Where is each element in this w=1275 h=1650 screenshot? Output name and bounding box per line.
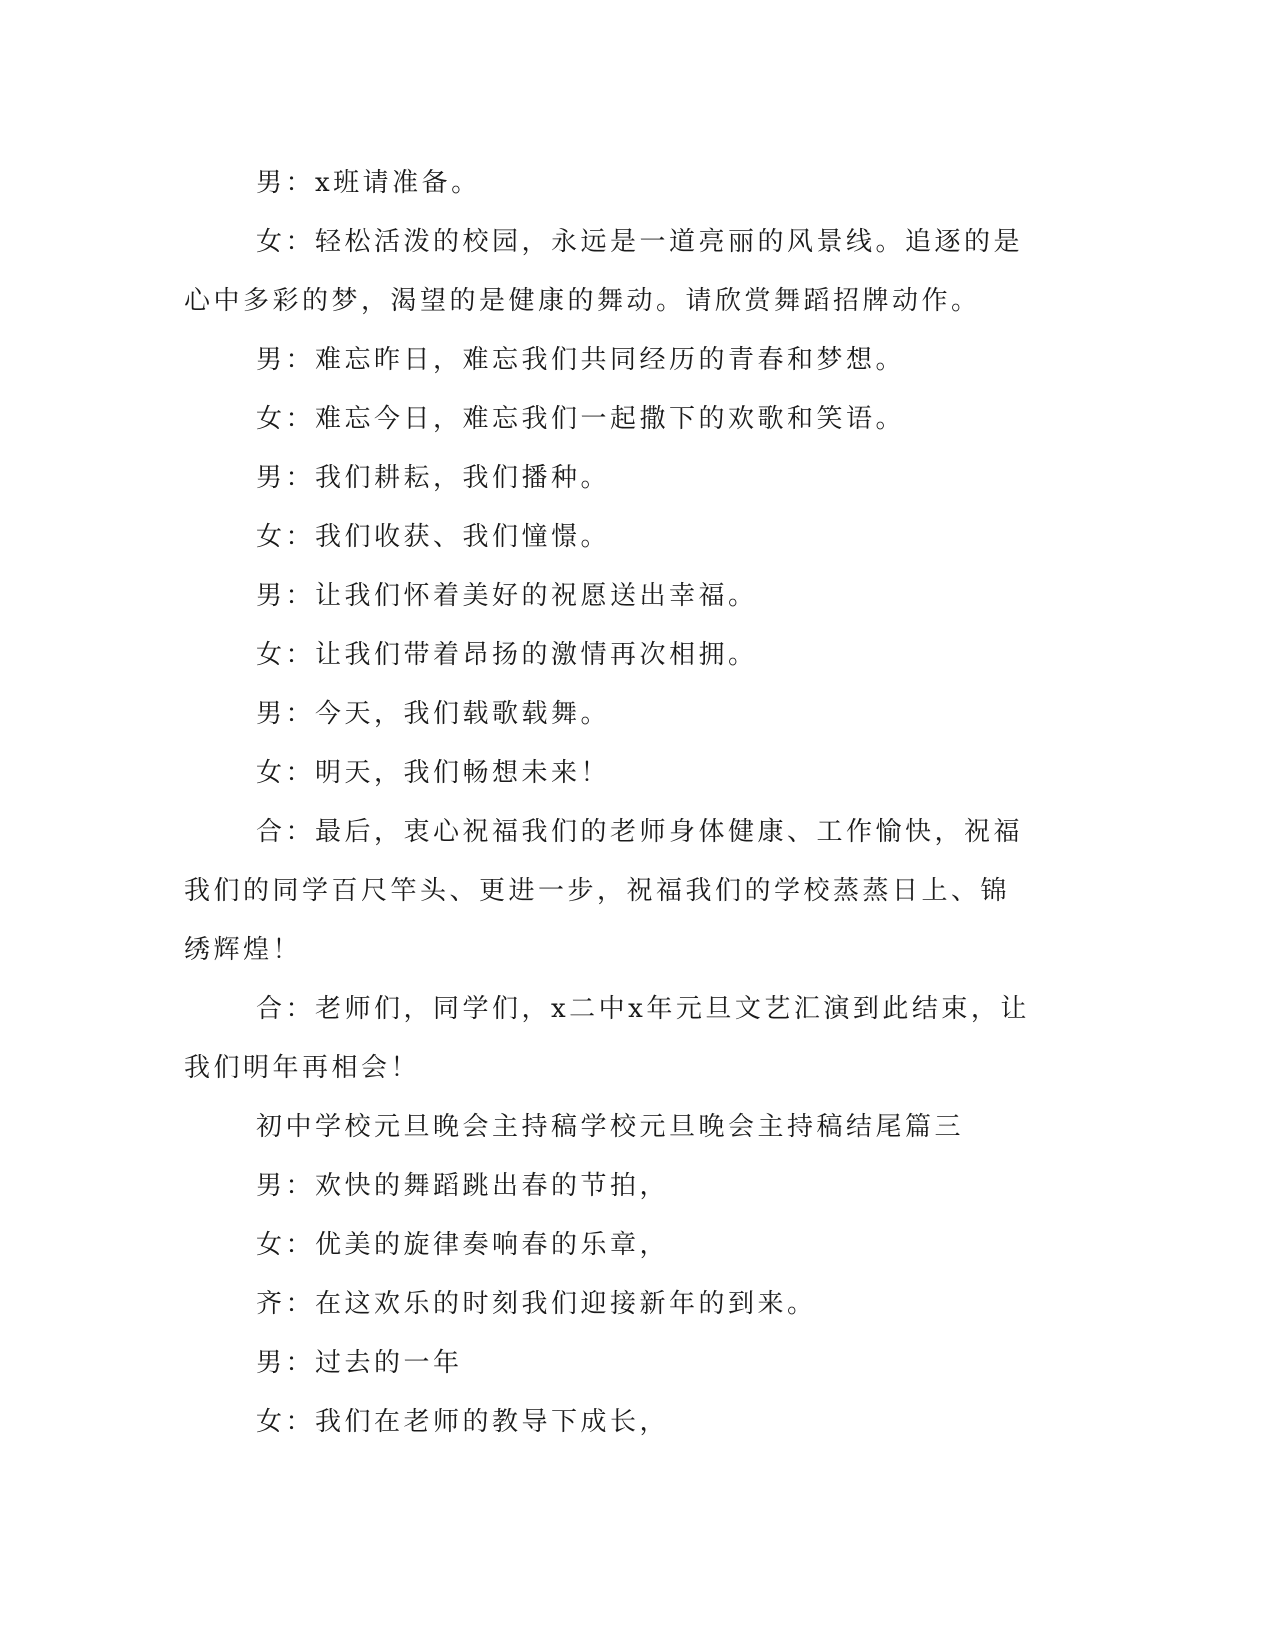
paragraph: 女：优美的旋律奏响春的乐章， bbox=[256, 1230, 670, 1260]
paragraph: 男：今天，我们载歌载舞。 bbox=[256, 699, 611, 729]
document-body bbox=[184, 154, 1034, 1452]
paragraph: 女：轻松活泼的校园，永远是一道亮丽的风景线。追逐的是心中多彩的梦，渴望的是健康的舞动。请欣赏舞蹈招牌动作。 bbox=[184, 227, 1024, 316]
paragraph: 合：最后，衷心祝福我们的老师身体健康、工作愉快，祝福我们的同学百尺竿头、更进一步，祝福我们的学校蒸蒸日上、锦绣辉煌！ bbox=[184, 817, 1024, 965]
paragraph: 男：x班请准备。 bbox=[256, 168, 481, 198]
paragraph: 齐：在这欢乐的时刻我们迎接新年的到来。 bbox=[256, 1289, 817, 1319]
paragraph: 男：我们耕耘，我们播种。 bbox=[256, 463, 611, 493]
paragraph: 女：让我们带着昂扬的激情再次相拥。 bbox=[256, 640, 758, 670]
paragraph: 女：明天，我们畅想未来！ bbox=[256, 758, 611, 788]
section-heading: 初中学校元旦晚会主持稿学校元旦晚会主持稿结尾篇三 bbox=[256, 1112, 965, 1142]
paragraph: 合：老师们，同学们，x二中x年元旦文艺汇演到此结束，让我们明年再相会！ bbox=[184, 994, 1030, 1083]
paragraph: 男：过去的一年 bbox=[256, 1348, 463, 1378]
paragraph: 男：让我们怀着美好的祝愿送出幸福。 bbox=[256, 581, 758, 611]
paragraph: 男：难忘昨日，难忘我们共同经历的青春和梦想。 bbox=[256, 345, 906, 375]
paragraph: 男：欢快的舞蹈跳出春的节拍， bbox=[256, 1171, 670, 1201]
paragraph: 女：难忘今日，难忘我们一起撒下的欢歌和笑语。 bbox=[256, 404, 906, 434]
paragraph: 女：我们在老师的教导下成长， bbox=[256, 1407, 670, 1437]
paragraph: 女：我们收获、我们憧憬。 bbox=[256, 522, 611, 552]
